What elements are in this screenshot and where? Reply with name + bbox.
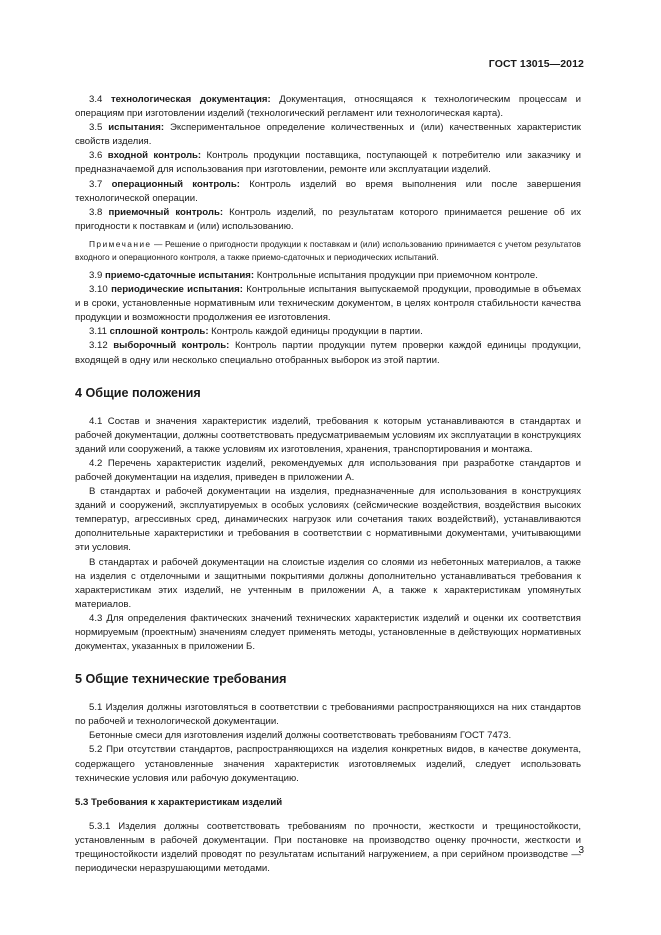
- term-3-11: 3.11 сплошной контроль: Контроль каждой единицы продукции в партии.: [89, 326, 423, 338]
- term-3-9: 3.9 приемо-сдаточные испытания: Контрольные испытания продукции при приемочном контроле.: [89, 269, 538, 281]
- paragraph-4-2: 4.2 Перечень характеристик изделий, рекомендуемых для использования при разработке стандартов и рабочей документации на изделия, приведен в приложении А.: [75, 457, 581, 483]
- section-5-heading: 5 Общие технические требования: [75, 672, 287, 687]
- note: [75, 238, 581, 264]
- term-3-4: 3.4 технологическая документация: Документация, относящаяся к технологическим процессам и операциям при изготовлении изделий (технологический регламент или технологическая карта).: [75, 94, 581, 120]
- paragraph-5-3-1: 5.3.1 Изделия должны соответствовать требованиям по прочности, жесткости и трещиностойкости, установленным в рабочей документации. При постановке на производство оценку прочности, жесткости и трещиностойкости изделий проводят по результатам испытаний нагружением, а при серийном производстве — периодически неразрушающими методами.: [75, 820, 581, 875]
- term-3-12: 3.12 выборочный контроль: Контроль партии продукции путем проверки каждой единицы продукции, входящей в одну или несколько специально отобранных выборок из этой партии.: [75, 340, 581, 366]
- term-3-8: 3.8 приемочный контроль: Контроль изделий, по результатам которого принимается решение об их пригодности к поставкам и (или) использованию.: [75, 206, 582, 232]
- paragraph-4-1: 4.1 Состав и значения характеристик изделий, требования к которым устанавливаются в стандартах и рабочей документации, должны соответствовать предусматриваемым условиям их эксплуатации в конструкциях зданий или сооружений, а также условиям их изготовления, хранения, транспортирования и монтажа.: [75, 415, 581, 455]
- paragraph-5-1: 5.1 Изделия должны изготовляться в соответствии с требованиями распространяющихся на них стандартов по рабочей и технологической документации.: [75, 702, 581, 728]
- note-label: Примечание: [89, 238, 152, 249]
- term-3-7: 3.7 операционный контроль: Контроль изделий во время выполнения или после завершения технологической операции.: [75, 178, 581, 204]
- standard-header: ГОСТ 13015—2012: [488, 58, 584, 70]
- page-content: [75, 93, 581, 876]
- term-3-6: 3.6 входной контроль: Контроль продукции поставщика, поступающей к потребителю или заказчику и предназначаемой для использования при изготовлении, ремонте или эксплуатации изделий.: [75, 150, 581, 176]
- paragraph-5-2: 5.2 При отсутствии стандартов, распространяющихся на изделия конкретных видов, в качестве документа, содержащего установленные значения характеристик изготовляемых изделий, следует использовать технические условия или рабочую документацию.: [75, 744, 581, 784]
- paragraph-4-2-special: В стандартах и рабочей документации на изделия, предназначенные для использования в конструкциях зданий и сооружений, эксплуатируемых в особых условиях (сейсмические воздействия, воздействия высоких температур, агрессивных сред, динамических нагрузок или сочетания таких воздействий), устанавливаются дополнительные характеристики и требования в соответствии с нормативными документами, учитывающими эти условия.: [75, 486, 581, 554]
- term-3-10: 3.10 периодические испытания: Контрольные испытания выпускаемой продукции, проводимые в объемах и в сроки, установленные нормативным или техническим документом, в целях контроля стабильности качества продукции и возможности продолжения ее изготовления.: [75, 284, 582, 324]
- note-text: — Решение о пригодности продукции к поставкам и (или) использованию принимается с учетом результатов входного и операционного контроля, а также приемо-сдаточных и периодических испытаний.: [75, 238, 581, 262]
- paragraph-4-3: 4.3 Для определения фактических значений технических характеристик изделий и оценки их соответствия нормируемым (проектным) значениям следует применять методы, установленные в действующих нормативных документах, указанных в приложении Б.: [75, 612, 581, 653]
- section-4-heading: 4 Общие положения: [75, 385, 201, 400]
- paragraph-5-1-concrete: Бетонные смеси для изготовления изделий должны соответствовать требованиям ГОСТ 7473.: [89, 730, 512, 742]
- subsection-5-3-heading: 5.3 Требования к характеристикам изделий: [75, 796, 283, 808]
- page-number: 3: [578, 845, 584, 856]
- term-3-5: 3.5 испытания: Экспериментальное определение количественных и (или) качественных характеристик свойств изделия.: [75, 122, 582, 148]
- paragraph-4-2-layered: В стандартах и рабочей документации на слоистые изделия со слоями из небетонных материалов, а также на изделия с отделочными и защитными покрытиями должны дополнительно устанавливаться требования к характеристикам этих изделий, не учтенным в приложении А, а также к характеристикам упомянутых материалов.: [75, 556, 581, 610]
